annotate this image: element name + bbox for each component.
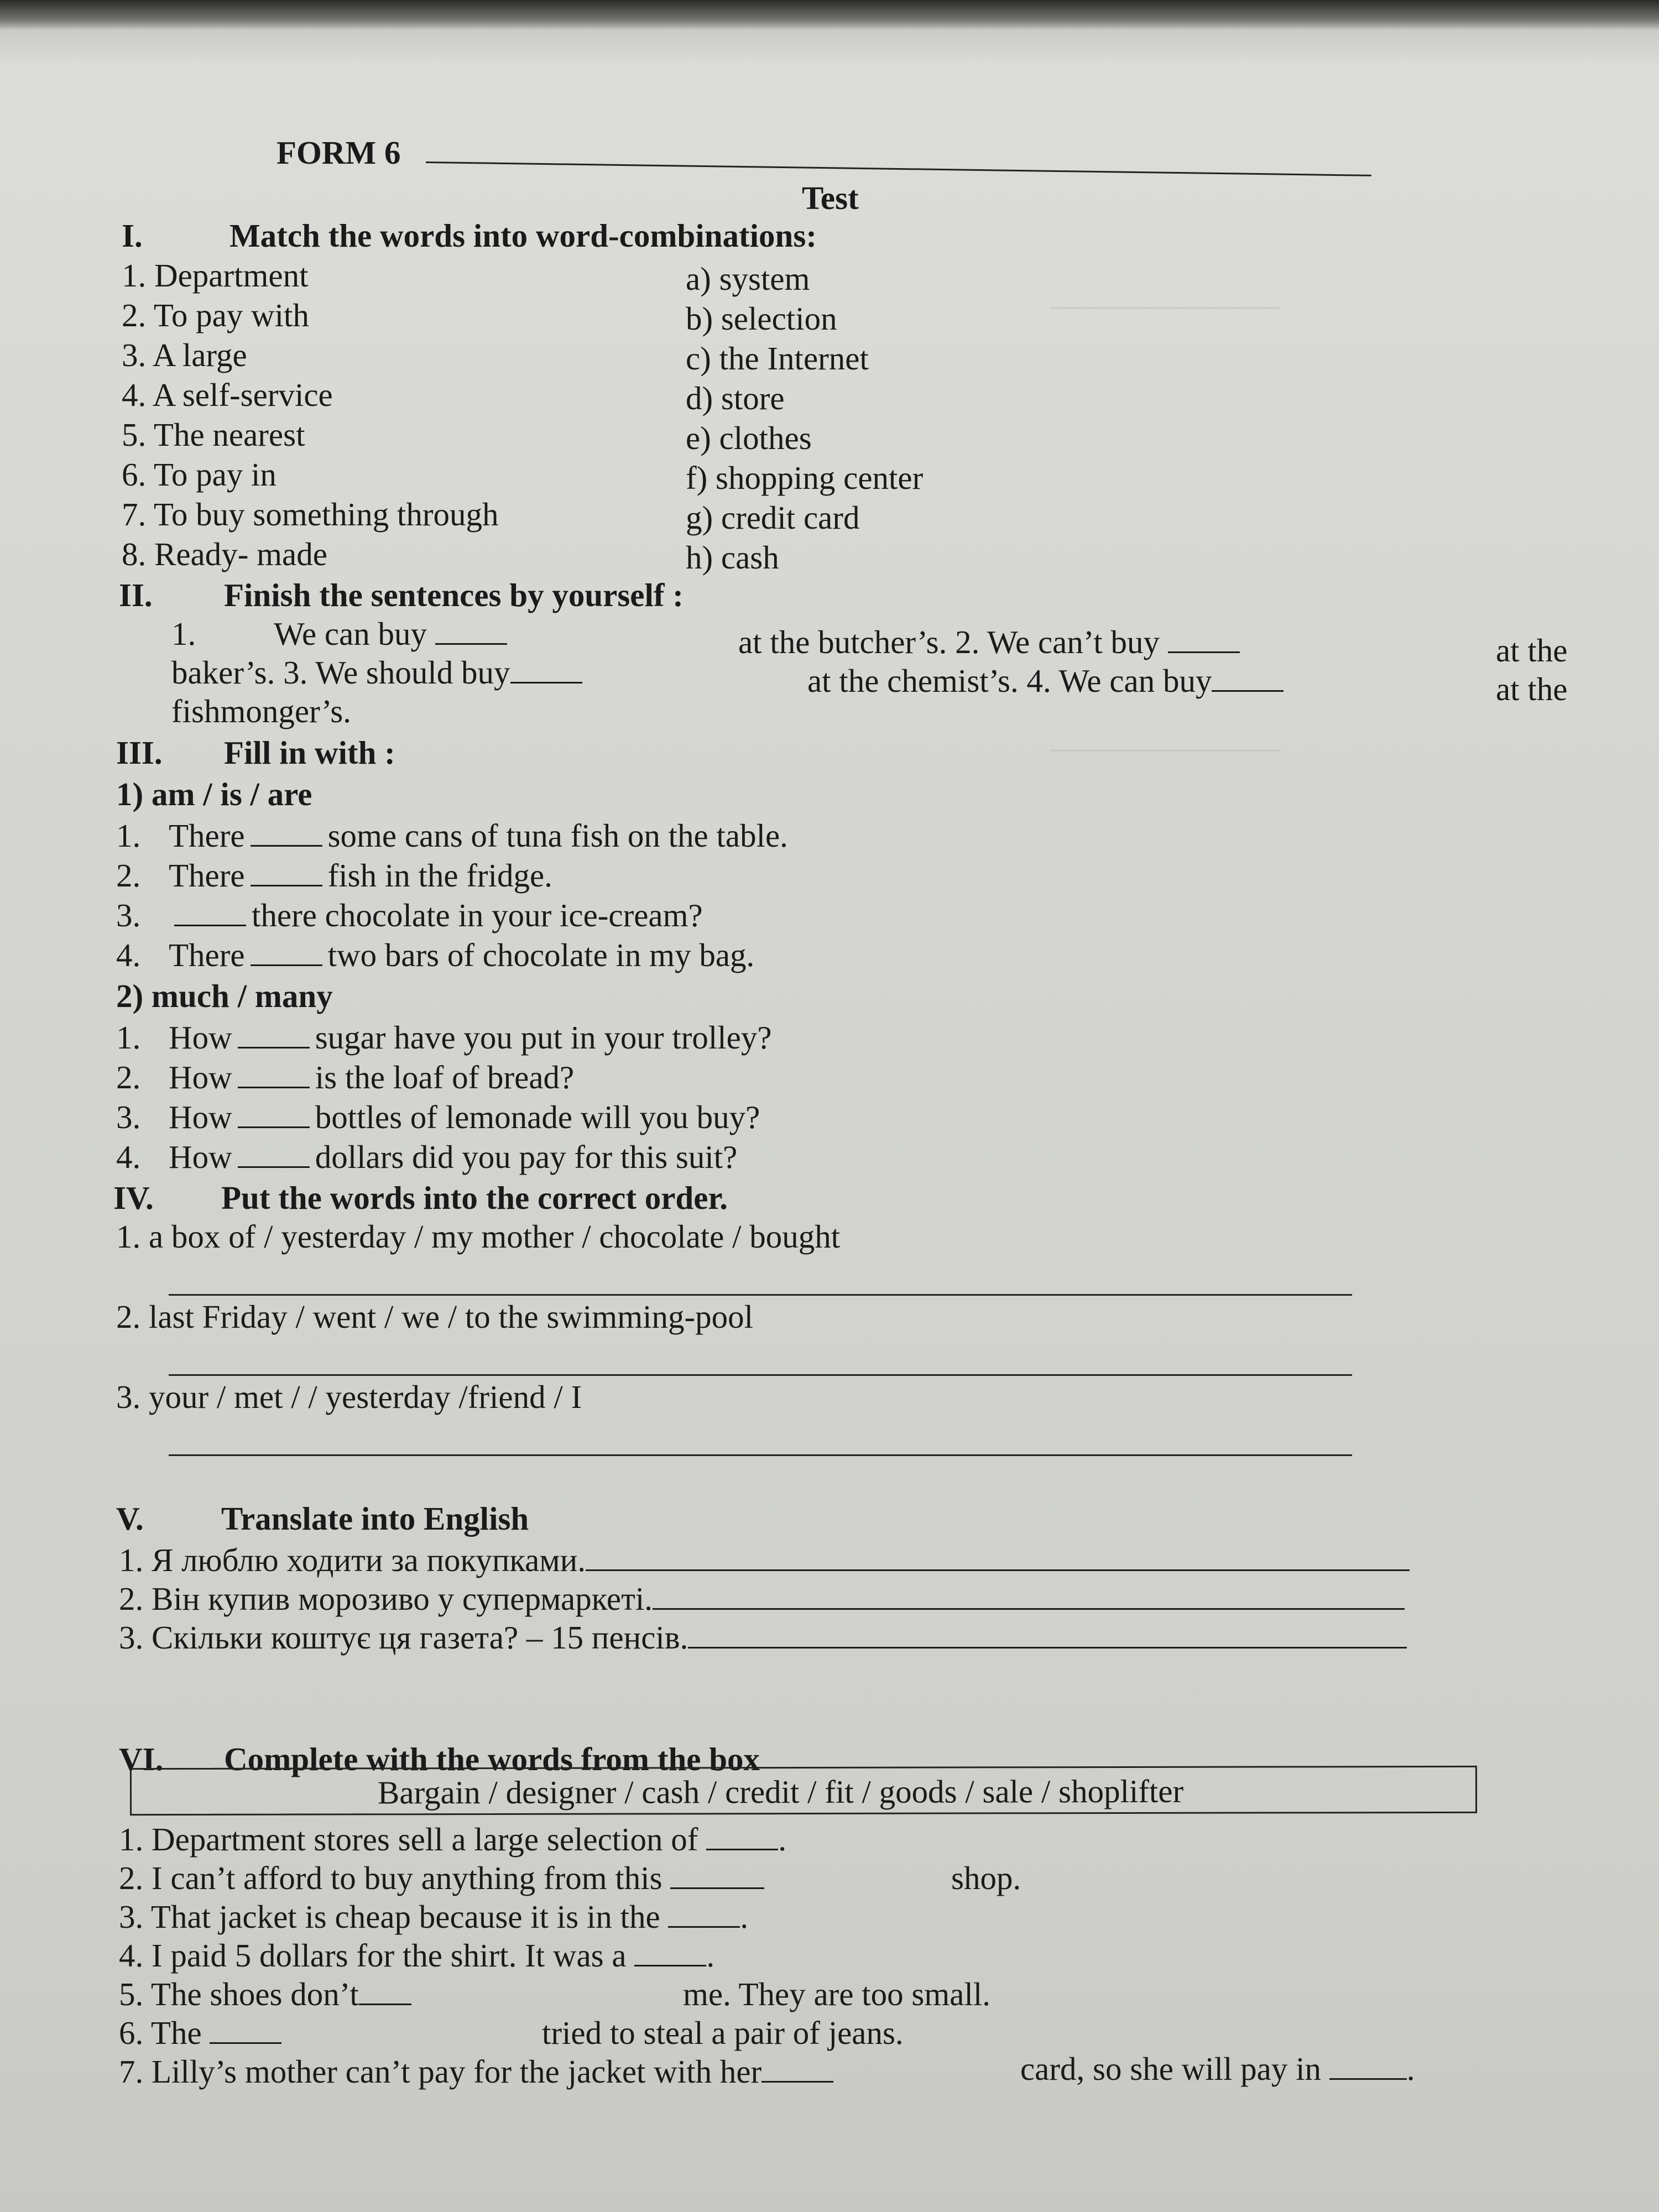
answer-blank[interactable] — [586, 1541, 1410, 1571]
word-box-text: Bargain / designer / cash / credit / fit / goods / sale / shoplifter — [377, 1772, 1184, 1811]
s6-text: . — [778, 1821, 786, 1858]
fill-item — [169, 855, 552, 895]
answer-blank[interactable] — [510, 653, 582, 684]
page-title: Test — [802, 180, 859, 216]
answer-blank[interactable] — [210, 2013, 281, 2044]
s2-line2-end: at the — [1496, 671, 1568, 707]
fill-item — [169, 1057, 574, 1097]
answer-blank[interactable] — [238, 1138, 310, 1168]
fill-item-text: dollars did you pay for this suit? — [315, 1139, 738, 1175]
answer-blank[interactable] — [1168, 623, 1240, 653]
answer-blank[interactable] — [668, 1897, 740, 1928]
fill-item-lead: There — [169, 817, 245, 854]
s6-item-4 — [119, 1936, 714, 1975]
fill-item-number: 4. — [116, 937, 141, 973]
s6-item-2-end: shop. — [951, 1860, 1021, 1896]
s2-text: We can buy — [274, 615, 427, 652]
fill-item — [169, 1097, 760, 1137]
section-1-title: Match the words into word-combinations: — [229, 217, 817, 254]
fill-item-lead: How — [169, 1099, 232, 1135]
fill-item-text: there chocolate in your ice-cream? — [252, 897, 703, 933]
form-label: FORM 6 — [276, 134, 401, 171]
section-4-number: IV. — [113, 1180, 154, 1216]
answer-blank[interactable] — [653, 1579, 1405, 1610]
s6-text: 3. That jacket is cheap because it is in the — [119, 1898, 660, 1935]
fill-item-number: 4. — [116, 1139, 141, 1175]
name-line — [426, 161, 1371, 176]
answer-blank[interactable] — [359, 1975, 411, 2005]
match-right-item: a) system — [686, 260, 810, 297]
section-4-title: Put the words into the correct order. — [221, 1180, 728, 1216]
section-3-number: III. — [116, 734, 163, 771]
s6-item-7-end — [1020, 2049, 1415, 2089]
fill-item-lead: How — [169, 1139, 232, 1175]
s6-text: . — [706, 1937, 715, 1974]
s6-text: . — [740, 1898, 749, 1935]
match-left-item: 6. To pay in — [122, 456, 276, 493]
s5-text: 3. Скільки коштує ця газета? – 15 пенсів. — [119, 1619, 688, 1656]
answer-blank[interactable] — [435, 614, 507, 645]
answer-blank[interactable] — [1212, 661, 1284, 692]
s6-item-1 — [119, 1819, 786, 1859]
section-6-number: VI. — [119, 1741, 164, 1777]
match-left-item: 1. Department — [122, 257, 309, 294]
s3-group2-title: 2) much / many — [116, 978, 333, 1014]
s4-item-1: 1. a box of / yesterday / my mother / chocolate / bought — [116, 1218, 841, 1255]
s5-item-1 — [119, 1540, 1410, 1580]
answer-blank[interactable] — [251, 936, 322, 966]
s2-line1-mid — [738, 622, 1240, 662]
fill-item-lead: There — [169, 937, 245, 973]
fill-item — [169, 935, 754, 975]
s2-text: at the butcher’s. 2. We can’t buy — [738, 624, 1160, 660]
section-2-number: II. — [119, 577, 153, 613]
s6-item-6-end: tried to steal a pair of jeans. — [542, 2015, 904, 2051]
match-left-item: 2. To pay with — [122, 297, 309, 333]
match-left-item: 4. A self-service — [122, 377, 333, 413]
answer-blank[interactable] — [238, 1058, 310, 1088]
s2-line2-mid — [807, 661, 1284, 701]
s6-text: 4. I paid 5 dollars for the shirt. It was a — [119, 1937, 627, 1974]
answer-line[interactable] — [169, 1454, 1352, 1456]
fill-item-number: 1. — [116, 817, 141, 854]
fill-item-number: 1. — [116, 1019, 141, 1056]
fill-item-text: bottles of lemonade will you buy? — [315, 1099, 760, 1135]
fill-item-number: 2. — [116, 1059, 141, 1095]
s2-line1-num: 1. — [171, 615, 196, 652]
section-3-title: Fill in with : — [224, 734, 395, 771]
fill-item — [169, 1018, 772, 1057]
answer-blank[interactable] — [688, 1618, 1407, 1648]
s3-group1-title: 1) am / is / are — [116, 776, 312, 812]
fill-item-lead: There — [169, 857, 245, 894]
s5-text: 2. Він купив морозиво у супермаркеті. — [119, 1580, 653, 1617]
bleed-through-text: ________________ — [1051, 723, 1281, 754]
answer-line[interactable] — [169, 1374, 1352, 1376]
answer-blank[interactable] — [238, 1098, 310, 1128]
section-2-title: Finish the sentences by yourself : — [224, 577, 684, 613]
answer-blank[interactable] — [251, 856, 322, 886]
s6-item-2 — [119, 1858, 764, 1898]
match-left-item: 8. Ready- made — [122, 536, 327, 572]
fill-item-lead: How — [169, 1019, 232, 1056]
fill-item-number: 3. — [116, 1099, 141, 1135]
match-left-item: 7. To buy something through — [122, 496, 499, 533]
section-1-number: I. — [122, 217, 143, 254]
fill-item-text: sugar have you put in your trolley? — [315, 1019, 772, 1056]
s6-item-3 — [119, 1897, 748, 1937]
s4-item-2: 2. last Friday / went / we / to the swimming-pool — [116, 1298, 754, 1335]
s6-text: 6. The — [119, 2015, 202, 2051]
word-box — [130, 1766, 1477, 1815]
s5-item-2 — [119, 1579, 1405, 1619]
match-right-item: c) the Internet — [686, 340, 869, 377]
fill-item-text: fish in the fridge. — [327, 857, 552, 894]
s6-item-5-end: me. They are too small. — [683, 1976, 990, 2012]
match-right-item: h) cash — [686, 539, 779, 576]
section-5-title: Translate into English — [221, 1500, 529, 1537]
answer-blank[interactable] — [251, 816, 322, 847]
s2-text: baker’s. 3. We should buy — [171, 654, 510, 691]
section-5-number: V. — [116, 1500, 144, 1537]
s6-text: card, so she will pay in — [1020, 2051, 1321, 2087]
match-right-item: e) clothes — [686, 420, 812, 456]
match-right-item: b) selection — [686, 300, 837, 337]
fill-item — [169, 1137, 737, 1177]
answer-blank[interactable] — [634, 1936, 706, 1966]
s5-text: 1. Я люблю ходити за покупками. — [119, 1542, 586, 1578]
fill-item-text: is the loaf of bread? — [315, 1059, 575, 1095]
bleed-through-text: ________________ — [1051, 280, 1281, 312]
s2-line3: fishmonger’s. — [171, 693, 352, 729]
match-right-item: d) store — [686, 380, 785, 416]
fill-item-number: 2. — [116, 857, 141, 894]
fill-item-lead: How — [169, 1059, 232, 1095]
answer-blank[interactable] — [238, 1018, 310, 1048]
s4-item-3: 3. your / met / / yesterday /friend / I — [116, 1379, 582, 1415]
s6-item-6 — [119, 2013, 281, 2053]
s6-text: 1. Department stores sell a large selection of — [119, 1821, 698, 1858]
fill-item — [169, 816, 788, 855]
answer-blank[interactable] — [670, 1859, 764, 1889]
s2-line2-text — [171, 653, 582, 692]
fill-item-text: two bars of chocolate in my bag. — [327, 937, 755, 973]
fill-item-number: 3. — [116, 897, 141, 933]
s2-text: at the chemist’s. 4. We can buy — [807, 662, 1212, 699]
answer-blank[interactable] — [706, 1820, 778, 1850]
answer-line[interactable] — [169, 1294, 1352, 1296]
fill-item-text: some cans of tuna fish on the table. — [327, 817, 788, 854]
s6-text: 2. I can’t afford to buy anything from this — [119, 1860, 662, 1896]
s6-text: . — [1406, 2051, 1415, 2087]
s6-text: 5. The shoes don’t — [119, 1976, 359, 2012]
s6-text: 7. Lilly’s mother can’t pay for the jacket with her — [119, 2053, 762, 2090]
s6-item-7 — [119, 2052, 833, 2091]
answer-blank[interactable] — [761, 2052, 833, 2083]
answer-blank[interactable] — [1329, 2049, 1407, 2080]
s2-line1-text — [274, 614, 507, 654]
section-6-title: Complete with the words from the box — [224, 1741, 760, 1777]
s6-item-5 — [119, 1974, 411, 2014]
match-right-item: g) credit card — [686, 499, 860, 536]
match-left-item: 3. A large — [122, 337, 247, 373]
match-left-item: 5. The nearest — [122, 416, 305, 453]
fill-item — [169, 895, 703, 935]
s2-line1-end: at the — [1496, 632, 1568, 669]
answer-blank[interactable] — [174, 896, 246, 926]
s5-item-3 — [119, 1618, 1407, 1657]
match-right-item: f) shopping center — [686, 460, 924, 496]
